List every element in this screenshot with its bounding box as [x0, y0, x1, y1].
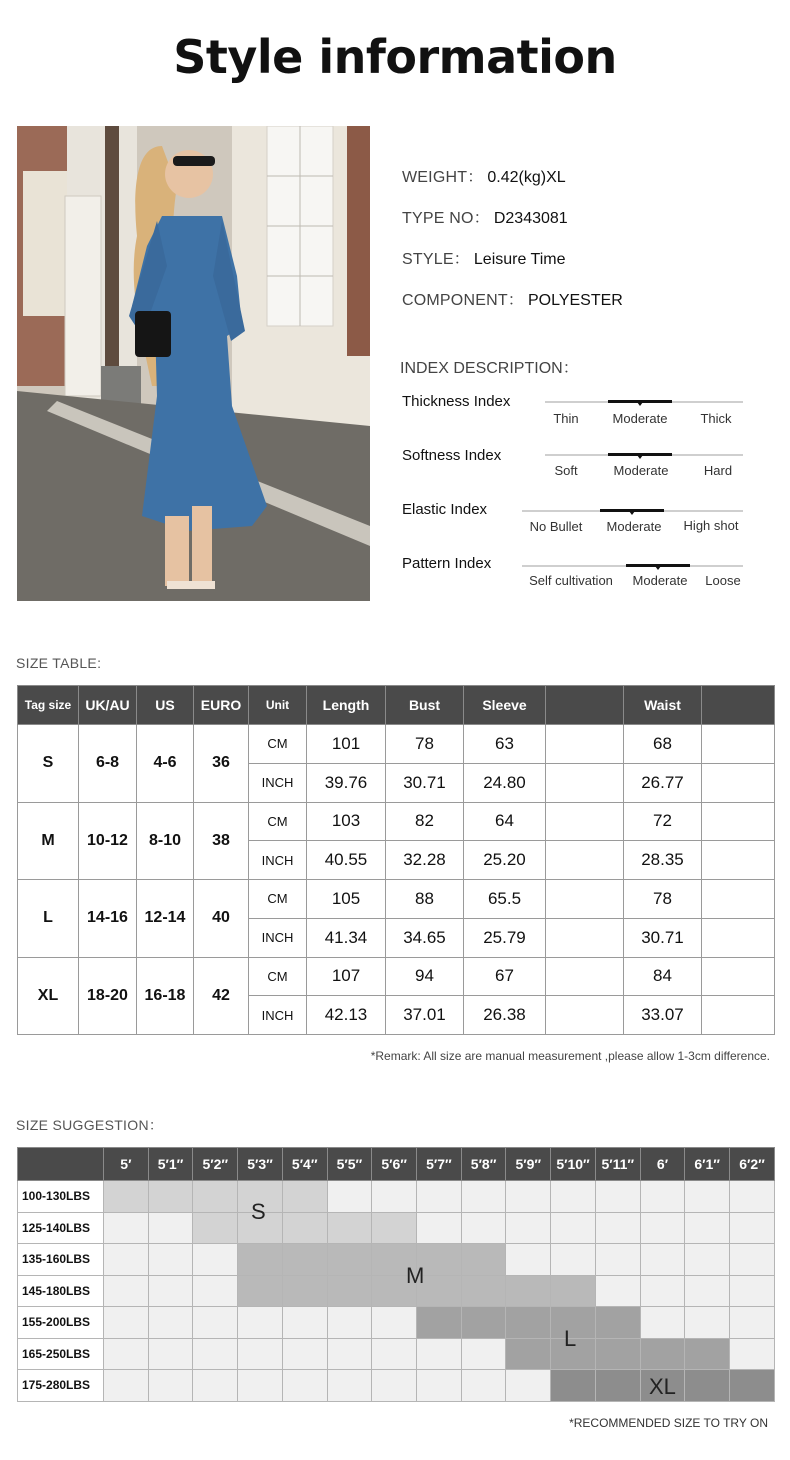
empty-cell: [546, 763, 624, 802]
unit-cell: INCH: [249, 918, 307, 957]
grid-cell: [730, 1275, 775, 1307]
pattern-index-label: Self cultivation: [529, 573, 613, 588]
elastic-index-label: No Bullet: [529, 519, 583, 534]
grid-cell: [461, 1181, 506, 1213]
info-key: COMPONENT：: [402, 292, 524, 309]
zone-label-l: L: [564, 1326, 577, 1351]
grid-cell: [640, 1275, 685, 1307]
weight-label: 155-200LBS: [18, 1307, 104, 1339]
grid-cell-s: [282, 1181, 327, 1213]
weight-row: [18, 1338, 775, 1370]
grid-cell-l: [506, 1338, 551, 1370]
elastic-index-label: Moderate: [606, 519, 662, 534]
grid-cell-l: [595, 1338, 640, 1370]
weight-row: [18, 1181, 775, 1213]
bust-cell: 32.28: [386, 841, 464, 880]
height-header: 5′7″: [417, 1148, 462, 1181]
grid-cell-xl: [551, 1370, 596, 1402]
grid-cell: [506, 1212, 551, 1244]
grid-cell: [104, 1370, 149, 1402]
table-row: [18, 725, 775, 764]
grid-cell-l: [461, 1307, 506, 1339]
elastic-index-name: Elastic Index: [402, 501, 488, 518]
empty-cell: [702, 841, 775, 880]
height-header: 5′3″: [238, 1148, 283, 1181]
empty-cell: [702, 996, 775, 1035]
grid-cell: [282, 1370, 327, 1402]
grid-cell-xl: [685, 1370, 730, 1402]
length-cell: 103: [307, 802, 386, 841]
grid-cell: [148, 1370, 193, 1402]
grid-cell: [685, 1275, 730, 1307]
grid-cell-m: [238, 1244, 283, 1276]
grid-cell: [193, 1307, 238, 1339]
grid-cell: [104, 1244, 149, 1276]
grid-cell: [461, 1338, 506, 1370]
grid-cell: [640, 1244, 685, 1276]
size-table-label: SIZE TABLE:: [16, 655, 102, 671]
uk-au-cell: 6-8: [79, 725, 137, 803]
uk-au-cell: 14-16: [79, 880, 137, 958]
info-style: [402, 246, 565, 269]
empty-cell: [546, 996, 624, 1035]
height-header: 5′4″: [282, 1148, 327, 1181]
grid-cell-l: [640, 1338, 685, 1370]
height-header: 6′1″: [685, 1148, 730, 1181]
empty-cell: [546, 918, 624, 957]
info-type-no: [402, 205, 568, 228]
euro-cell: 42: [194, 957, 249, 1035]
waist-cell: 72: [624, 802, 702, 841]
waist-cell: 33.07: [624, 996, 702, 1035]
softness-index-name: Softness Index: [402, 447, 502, 464]
product-photo: [17, 126, 370, 601]
grid-cell-m: [551, 1275, 596, 1307]
height-header: 5′10″: [551, 1148, 596, 1181]
grid-cell: [148, 1307, 193, 1339]
grid-cell-l: [506, 1307, 551, 1339]
height-header: 5′: [104, 1148, 149, 1181]
length-cell: 101: [307, 725, 386, 764]
grid-cell: [372, 1370, 417, 1402]
length-cell: 105: [307, 880, 386, 919]
grid-cell-xl: [730, 1370, 775, 1402]
thickness-index-label: Moderate: [612, 411, 668, 426]
tag-size-cell: L: [18, 880, 79, 958]
grid-cell-s: [104, 1181, 149, 1213]
height-header: 5′11″: [595, 1148, 640, 1181]
unit-cell: INCH: [249, 763, 307, 802]
grid-cell-s: [327, 1212, 372, 1244]
grid-cell: [730, 1212, 775, 1244]
bust-cell: 37.01: [386, 996, 464, 1035]
grid-cell: [640, 1181, 685, 1213]
column-header: Sleeve: [464, 686, 546, 725]
bust-cell: 82: [386, 802, 464, 841]
sleeve-cell: 63: [464, 725, 546, 764]
euro-cell: 36: [194, 725, 249, 803]
grid-cell: [148, 1212, 193, 1244]
grid-cell-m: [506, 1275, 551, 1307]
column-header: [702, 686, 775, 725]
table-row: [18, 802, 775, 841]
euro-cell: 40: [194, 880, 249, 958]
empty-cell: [546, 841, 624, 880]
grid-cell-s: [193, 1212, 238, 1244]
bust-cell: 34.65: [386, 918, 464, 957]
softness-index-marker: [608, 453, 672, 456]
grid-cell-m: [327, 1275, 372, 1307]
info-value: 0.42(kg)XL: [487, 169, 566, 186]
table-row: [18, 880, 775, 919]
grid-cell: [104, 1212, 149, 1244]
grid-cell: [595, 1275, 640, 1307]
grid-cell: [372, 1338, 417, 1370]
column-header: [546, 686, 624, 725]
grid-cell: [730, 1338, 775, 1370]
weight-label: 100-130LBS: [18, 1181, 104, 1213]
grid-cell: [730, 1244, 775, 1276]
weight-row: [18, 1275, 775, 1307]
column-header: Length: [307, 686, 386, 725]
info-key: STYLE：: [402, 251, 470, 268]
column-header: Bust: [386, 686, 464, 725]
grid-cell: [551, 1212, 596, 1244]
size-table-remark: *Remark: All size are manual measurement ,please allow 1-3cm difference.: [370, 1049, 770, 1063]
pattern-index-marker: [626, 564, 690, 567]
sleeve-cell: 24.80: [464, 763, 546, 802]
sleeve-cell: 67: [464, 957, 546, 996]
grid-cell: [238, 1338, 283, 1370]
grid-cell: [506, 1370, 551, 1402]
grid-cell: [506, 1244, 551, 1276]
empty-cell: [702, 918, 775, 957]
weight-label: 125-140LBS: [18, 1212, 104, 1244]
empty-cell: [702, 725, 775, 764]
tag-size-cell: S: [18, 725, 79, 803]
grid-cell-s: [148, 1181, 193, 1213]
size-suggestion-label: SIZE SUGGESTION：: [16, 1117, 164, 1133]
index-heading: INDEX DESCRIPTION：: [400, 360, 579, 377]
grid-cell: [193, 1370, 238, 1402]
empty-cell: [546, 802, 624, 841]
zone-label-m: M: [406, 1263, 425, 1288]
grid-cell: [595, 1244, 640, 1276]
unit-cell: CM: [249, 957, 307, 996]
grid-cell: [193, 1275, 238, 1307]
grid-cell: [640, 1212, 685, 1244]
grid-cell: [372, 1307, 417, 1339]
size-table: [17, 685, 775, 1035]
tag-size-cell: XL: [18, 957, 79, 1035]
grid-cell-m: [461, 1275, 506, 1307]
bust-cell: 94: [386, 957, 464, 996]
grid-cell: [104, 1275, 149, 1307]
grid-cell: [148, 1275, 193, 1307]
size-table-header: [18, 686, 775, 725]
grid-cell-m: [461, 1244, 506, 1276]
elastic-index-label: High shot: [683, 518, 739, 533]
empty-cell: [702, 802, 775, 841]
grid-cell: [282, 1307, 327, 1339]
grid-cell: [640, 1307, 685, 1339]
waist-cell: 68: [624, 725, 702, 764]
empty-cell: [702, 957, 775, 996]
grid-cell: [327, 1338, 372, 1370]
grid-cell: [685, 1244, 730, 1276]
column-header: Waist: [624, 686, 702, 725]
grid-cell: [685, 1181, 730, 1213]
unit-cell: CM: [249, 880, 307, 919]
info-value: Leisure Time: [473, 251, 566, 268]
euro-cell: 38: [194, 802, 249, 880]
weight-row: [18, 1307, 775, 1339]
grid-cell: [595, 1212, 640, 1244]
thickness-index-label: Thin: [553, 411, 579, 426]
info-component: [402, 287, 623, 310]
weight-row: [18, 1244, 775, 1276]
empty-cell: [702, 880, 775, 919]
grid-cell: [730, 1307, 775, 1339]
waist-cell: 26.77: [624, 763, 702, 802]
height-header: 5′5″: [327, 1148, 372, 1181]
softness-index-label: Soft: [554, 463, 578, 478]
empty-cell: [546, 880, 624, 919]
height-header: 5′8″: [461, 1148, 506, 1181]
softness-index-label: Moderate: [613, 463, 669, 478]
weight-row: [18, 1212, 775, 1244]
grid-cell: [417, 1370, 462, 1402]
waist-cell: 84: [624, 957, 702, 996]
grid-cell: [327, 1370, 372, 1402]
weight-label: 135-160LBS: [18, 1244, 104, 1276]
grid-cell-l: [417, 1307, 462, 1339]
grid-cell-m: [282, 1275, 327, 1307]
weight-label: 175-280LBS: [18, 1370, 104, 1402]
grid-cell: [461, 1212, 506, 1244]
info-weight: [402, 164, 566, 187]
height-header: 5′2″: [193, 1148, 238, 1181]
tag-size-cell: M: [18, 802, 79, 880]
empty-cell: [702, 763, 775, 802]
grid-cell: [551, 1244, 596, 1276]
column-header: US: [137, 686, 194, 725]
unit-cell: INCH: [249, 841, 307, 880]
grid-cell-m: [327, 1244, 372, 1276]
size-suggestion-grid: [17, 1147, 775, 1402]
softness-index-label: Hard: [703, 463, 733, 478]
pattern-index-name: Pattern Index: [402, 555, 492, 572]
grid-cell: [372, 1181, 417, 1213]
grid-cell-m: [238, 1275, 283, 1307]
us-cell: 16-18: [137, 957, 194, 1035]
grid-cell: [506, 1181, 551, 1213]
column-header: EURO: [194, 686, 249, 725]
length-cell: 107: [307, 957, 386, 996]
length-cell: 41.34: [307, 918, 386, 957]
unit-cell: INCH: [249, 996, 307, 1035]
height-header: 6′: [640, 1148, 685, 1181]
grid-cell-s: [282, 1212, 327, 1244]
grid-cell: [193, 1244, 238, 1276]
table-row: [18, 957, 775, 996]
grid-cell: [238, 1370, 283, 1402]
grid-cell: [417, 1181, 462, 1213]
us-cell: 12-14: [137, 880, 194, 958]
grid-cell: [551, 1181, 596, 1213]
bust-cell: 78: [386, 725, 464, 764]
grid-cell: [148, 1338, 193, 1370]
sleeve-cell: 25.20: [464, 841, 546, 880]
height-header-row: [18, 1148, 775, 1181]
height-header: 5′9″: [506, 1148, 551, 1181]
weight-label: 165-250LBS: [18, 1338, 104, 1370]
corner-cell: [18, 1148, 104, 1181]
grid-cell: [104, 1307, 149, 1339]
us-cell: 8-10: [137, 802, 194, 880]
grid-cell: [238, 1307, 283, 1339]
grid-cell-m: [282, 1244, 327, 1276]
info-key: TYPE NO：: [402, 210, 490, 227]
bust-cell: 30.71: [386, 763, 464, 802]
waist-cell: 28.35: [624, 841, 702, 880]
page-title: Style information: [173, 30, 617, 84]
length-cell: 40.55: [307, 841, 386, 880]
grid-cell-xl: [595, 1370, 640, 1402]
unit-cell: CM: [249, 725, 307, 764]
height-header: 6′2″: [730, 1148, 775, 1181]
zone-label-s: S: [251, 1199, 266, 1224]
column-header: UK/AU: [79, 686, 137, 725]
thickness-index-label: Thick: [700, 411, 732, 426]
grid-cell: [148, 1244, 193, 1276]
height-header: 5′6″: [372, 1148, 417, 1181]
grid-cell-s: [372, 1212, 417, 1244]
zone-label-xl: XL: [649, 1374, 676, 1399]
column-header: Tag size: [18, 686, 79, 725]
thickness-index-marker: [608, 400, 672, 403]
uk-au-cell: 10-12: [79, 802, 137, 880]
uk-au-cell: 18-20: [79, 957, 137, 1035]
waist-cell: 30.71: [624, 918, 702, 957]
sleeve-cell: 26.38: [464, 996, 546, 1035]
length-cell: 39.76: [307, 763, 386, 802]
grid-cell-l: [685, 1338, 730, 1370]
unit-cell: CM: [249, 802, 307, 841]
grid-cell: [327, 1307, 372, 1339]
grid-cell: [685, 1307, 730, 1339]
us-cell: 4-6: [137, 725, 194, 803]
pattern-index-label: Loose: [705, 573, 741, 588]
empty-cell: [546, 725, 624, 764]
info-key: WEIGHT：: [402, 169, 484, 186]
grid-cell-l: [595, 1307, 640, 1339]
grid-cell: [730, 1181, 775, 1213]
empty-cell: [546, 957, 624, 996]
bust-cell: 88: [386, 880, 464, 919]
info-value: POLYESTER: [528, 292, 623, 309]
grid-cell: [417, 1212, 462, 1244]
grid-cell: [595, 1181, 640, 1213]
length-cell: 42.13: [307, 996, 386, 1035]
grid-cell-s: [193, 1181, 238, 1213]
column-header: Unit: [249, 686, 307, 725]
sleeve-cell: 25.79: [464, 918, 546, 957]
grid-cell: [417, 1338, 462, 1370]
recommendation-note: *RECOMMENDED SIZE TO TRY ON: [569, 1416, 768, 1430]
waist-cell: 78: [624, 880, 702, 919]
weight-label: 145-180LBS: [18, 1275, 104, 1307]
thickness-index-name: Thickness Index: [402, 393, 511, 410]
pattern-index-label: Moderate: [632, 573, 688, 588]
sleeve-cell: 64: [464, 802, 546, 841]
grid-cell: [461, 1370, 506, 1402]
grid-cell: [282, 1338, 327, 1370]
info-value: D2343081: [493, 210, 568, 227]
elastic-index-marker: [600, 509, 664, 512]
grid-cell: [193, 1338, 238, 1370]
sleeve-cell: 65.5: [464, 880, 546, 919]
height-header: 5′1″: [148, 1148, 193, 1181]
grid-cell: [327, 1181, 372, 1213]
grid-cell: [685, 1212, 730, 1244]
grid-cell: [104, 1338, 149, 1370]
